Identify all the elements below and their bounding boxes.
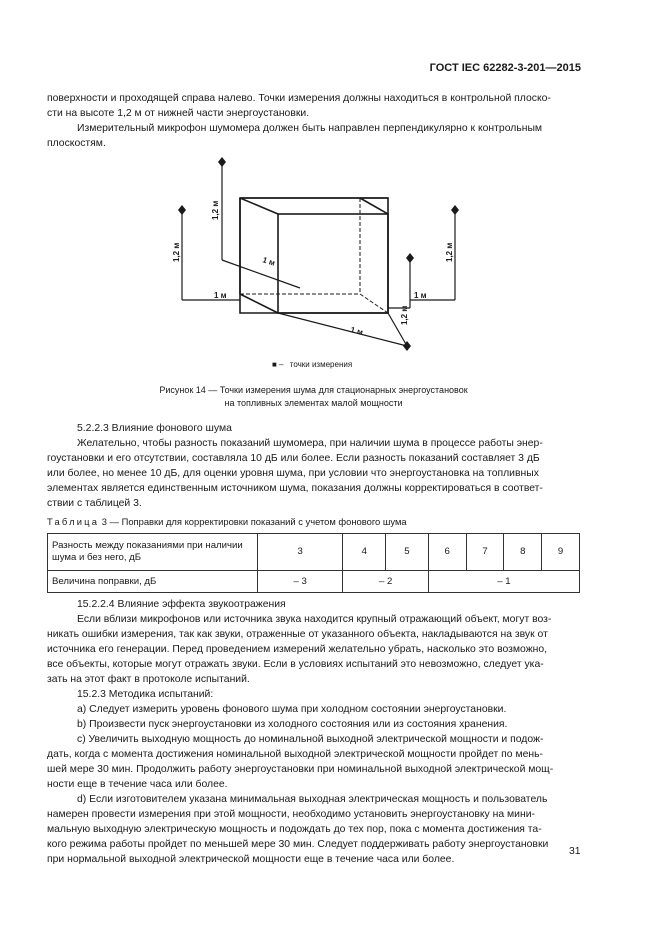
page-number: 31 xyxy=(569,846,581,857)
measure-point xyxy=(178,205,186,215)
paragraph-line: или более, но менее 10 дБ, для оценки уровня шума, при условии что энергоустановка на топливных xyxy=(47,468,539,479)
table-caption xyxy=(47,514,407,529)
paragraph-line: гоустановки и его отсутствии, составляла 10 дБ или более. Если разность показаний составляет 3 дБ xyxy=(47,453,540,464)
paragraph-line: Если вблизи микрофонов или источника звука находится крупный отражающий объект, могут воз- xyxy=(77,614,552,625)
label-left-dist: 1 м xyxy=(214,291,227,300)
list-item: d) Если изготовителем указана минимальная выходная электрическая мощность и пользователь xyxy=(77,794,548,805)
paragraph-line: мальную выходную электрическую мощность и подождать до тех пор, пока с момента достижения та- xyxy=(47,824,542,835)
intro-line: сти на высоте 1,2 м от нижней части энергоустановки. xyxy=(47,108,310,119)
figure-caption xyxy=(47,384,580,410)
box-edge xyxy=(240,294,278,313)
legend-text: точки измерения xyxy=(289,360,353,369)
paragraph-line: дать, когда с момента достижения номинальной выходной электрической мощности пройдет по мень- xyxy=(47,749,543,760)
row-label: Величина поправки, дБ xyxy=(48,571,258,593)
caption-line: Рисунок 14 — Точки измерения шума для стационарных энергоустановок xyxy=(159,385,468,395)
intro-line: плоскостям. xyxy=(47,138,106,149)
intro-line: Измерительный микрофон шумомера должен быть направлен перпендикулярно к контрольным xyxy=(77,123,543,134)
box-edge xyxy=(240,198,278,214)
box-edge-hidden xyxy=(360,294,388,313)
box-edge xyxy=(360,198,388,214)
box-front-face xyxy=(278,214,388,313)
table-3 xyxy=(47,533,580,593)
measure-point xyxy=(218,157,226,167)
label-right-height-lower: 1,2 м xyxy=(400,305,409,325)
paragraph-line: ности еще в течение часа или более. xyxy=(47,779,228,790)
legend-marker: ■ – xyxy=(272,360,284,369)
paragraph-line: Желательно, чтобы разность показаний шумомера, при наличии шума в процессе работы энер- xyxy=(77,438,543,449)
correction-cell: – 1 xyxy=(428,571,579,593)
label-bottom-diag: 1 м xyxy=(349,325,364,337)
paragraph-line: никать ошибки измерения, так как звуки, отраженные от указанного объекта, накладываются на звук от xyxy=(47,629,548,640)
section-heading: 15.2.2.4 Влияние эффекта звукоотражения xyxy=(77,599,286,610)
paragraph-line: ствии с таблицей 3. xyxy=(47,498,142,509)
paragraph-line: источника его генерации. Перед проведением измерений желательно убрать, насколько это возможно, xyxy=(47,644,548,655)
diff-cell: 5 xyxy=(386,534,429,571)
caption-line: на топливных элементах малой мощности xyxy=(224,398,403,408)
paragraph-line: кого режима работы пройдет по меньшей мере 30 мин. Следует поддерживать работу энергоустановки xyxy=(47,839,549,850)
list-item: c) Увеличить выходную мощность до номинальной выходной электрической мощности и подож- xyxy=(77,734,544,745)
table-row xyxy=(48,571,580,593)
diff-cell: 4 xyxy=(343,534,386,571)
table-row xyxy=(48,534,580,571)
label-right-height-upper: 1,2 м xyxy=(445,242,454,262)
paragraph-line: шей мере 30 мин. Продолжить работу энергоустановки при номинальной выходной электрической мощ- xyxy=(47,764,554,775)
section-heading: 5.2.2.3 Влияние фонового шума xyxy=(77,423,232,434)
label-top-height: 1,2 м xyxy=(211,200,220,220)
label-inner-diag: 1 м xyxy=(261,255,277,268)
diff-cell: 7 xyxy=(466,534,504,571)
label-left-height: 1,2 м xyxy=(172,242,181,262)
label-right-dist: 1 м xyxy=(414,291,427,300)
correction-cell: – 2 xyxy=(343,571,428,593)
section-heading: 15.2.3 Методика испытаний: xyxy=(77,689,214,700)
measure-point xyxy=(451,205,459,215)
intro-line: поверхности и проходящей справа налево. Точки измерения должны находиться в контрольной плоско- xyxy=(47,93,551,104)
paragraph-line: зать на этот факт в протоколе испытаний. xyxy=(47,674,250,685)
list-item: a) Следует измерить уровень фонового шума при холодном состоянии энергоустановки. xyxy=(77,704,507,715)
table-caption-text: 3 — Поправки для корректировки показаний с учетом фонового шума xyxy=(101,516,407,527)
measure-point xyxy=(403,341,411,351)
list-item: b) Произвести пуск энергоустановки из холодного состояния или из состояния хранения. xyxy=(77,719,508,730)
standard-id: ГОСТ IEC 62282-3-201—2015 xyxy=(429,62,581,74)
diff-cell: 3 xyxy=(258,534,343,571)
table-caption-label: Таблица xyxy=(47,516,100,527)
row-label: Разность между показаниями при наличии шума и без него, дБ xyxy=(48,534,258,571)
box-back-face xyxy=(240,198,388,313)
paragraph-line: намерен провести измерения при этой мощности, необходимо установить энергоустановку на мини- xyxy=(47,809,535,820)
paragraph-line: элементах является единственным источником шума, показания должны корректироваться в соответ- xyxy=(47,483,543,494)
measurement-diagram xyxy=(170,150,470,380)
figure-legend xyxy=(272,360,352,370)
paragraph-line: все объекты, которые могут отражать звуки. Если в условиях испытаний это невозможно, следует ука- xyxy=(47,659,544,670)
paragraph-line: при нормальной выходной электрической мощности еще в течение часа или более. xyxy=(47,854,455,865)
diff-cell: 6 xyxy=(428,534,466,571)
figure-14 xyxy=(170,150,470,380)
diff-cell: 8 xyxy=(504,534,542,571)
correction-cell: – 3 xyxy=(258,571,343,593)
diff-cell: 9 xyxy=(542,534,580,571)
measure-point xyxy=(406,253,414,263)
